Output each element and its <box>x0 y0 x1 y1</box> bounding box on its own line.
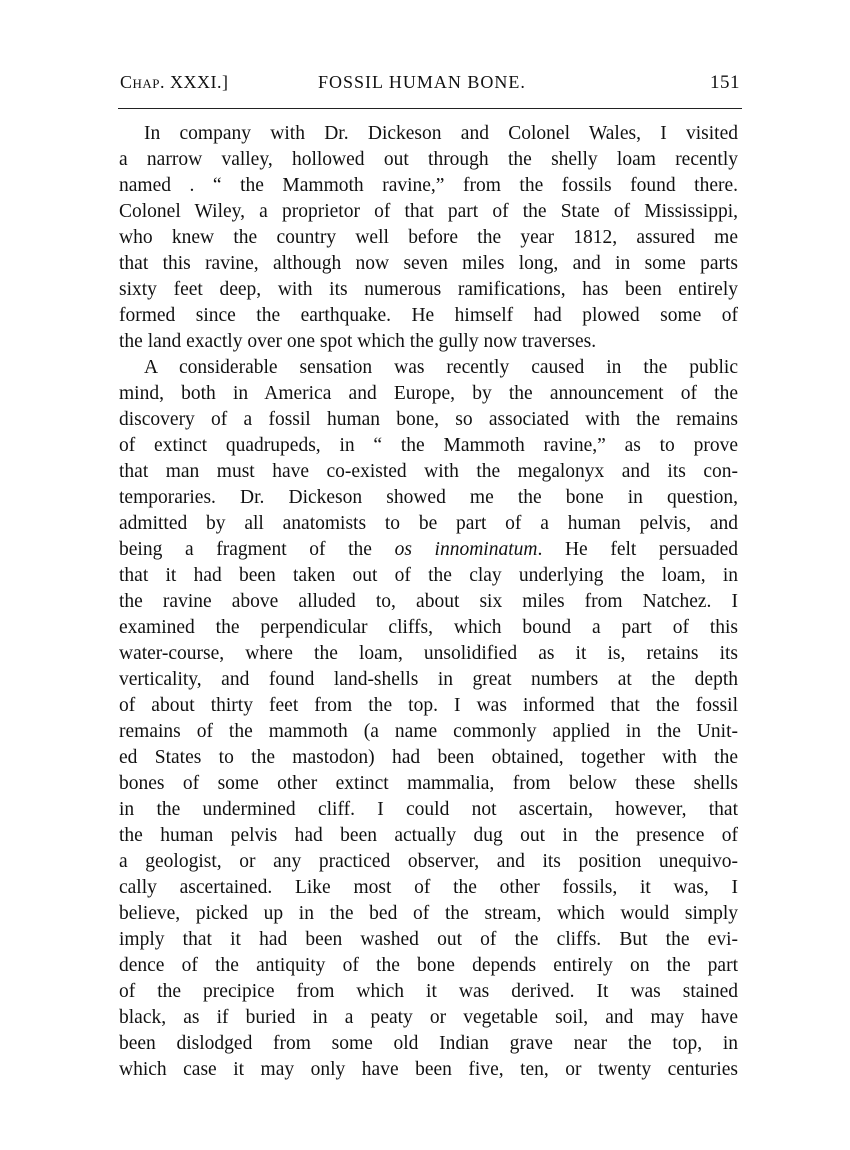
chapter-label: Chap. XXXI.] <box>120 72 229 92</box>
text-line: a narrow valley, hollowed out through the shelly loam recently <box>119 149 738 170</box>
text-line: that it had been taken out of the clay underlying the loam, in <box>119 565 738 586</box>
text-line: believe, picked up in the bed of the stream, which would simply <box>119 903 738 924</box>
text-line: of about thirty feet from the top. I was informed that the fossil <box>119 695 738 716</box>
text-line: In company with Dr. Dickeson and Colonel Wales, I visited <box>144 123 738 144</box>
text-line: discovery of a fossil human bone, so associated with the remains <box>119 409 738 430</box>
body-text <box>119 121 738 1083</box>
text-line: bones of some other extinct mammalia, from below these shells <box>119 773 738 794</box>
text-line: been dislodged from some old Indian grave near the top, in <box>119 1033 738 1054</box>
text-line: admitted by all anatomists to be part of a human pelvis, and <box>119 513 738 534</box>
text-line: named . “ the Mammoth ravine,” from the fossils found there. <box>119 175 738 196</box>
text-line: examined the perpendicular cliffs, which bound a part of this <box>119 617 738 638</box>
text-line: of extinct quadrupeds, in “ the Mammoth ravine,” as to prove <box>119 435 738 456</box>
text-line: cally ascertained. Like most of the other fossils, it was, I <box>119 877 738 898</box>
text-line: of the precipice from which it was derived. It was stained <box>119 981 738 1002</box>
text-line: remains of the mammoth (a name commonly applied in the Unit- <box>119 721 738 742</box>
text-line: ed States to the mastodon) had been obtained, together with the <box>119 747 738 768</box>
text-line: the ravine above alluded to, about six miles from Natchez. I <box>119 591 738 612</box>
running-head <box>120 72 740 98</box>
text-line: A considerable sensation was recently caused in the public <box>144 357 738 378</box>
text-line: dence of the antiquity of the bone depends entirely on the part <box>119 955 738 976</box>
text-line: that this ravine, although now seven miles long, and in some parts <box>119 253 738 274</box>
header-rule <box>118 108 742 109</box>
text-line: the land exactly over one spot which the gully now traverses. <box>119 331 597 352</box>
latin-term: os innominatum <box>394 539 538 560</box>
page-title: FOSSIL HUMAN BONE. <box>318 72 526 92</box>
text-line: that man must have co-existed with the megalonyx and its con- <box>119 461 738 482</box>
text-line: temporaries. Dr. Dickeson showed me the bone in question, <box>119 487 738 508</box>
paragraph-1 <box>119 121 738 355</box>
text-line: in the undermined cliff. I could not ascertain, however, that <box>119 799 738 820</box>
text-line: imply that it had been washed out of the cliffs. But the evi- <box>119 929 738 950</box>
paragraph-2 <box>119 355 738 1083</box>
text-line: sixty feet deep, with its numerous ramifications, has been entirely <box>119 279 738 300</box>
text-line: mind, both in America and Europe, by the announcement of the <box>119 383 738 404</box>
text-line: a geologist, or any practiced observer, and its position unequivo- <box>119 851 738 872</box>
page-number: 151 <box>710 72 740 93</box>
text-line: verticality, and found land-shells in great numbers at the depth <box>119 669 738 690</box>
text-line: being a fragment of the os innominatum. He felt persuaded <box>119 539 738 560</box>
text-line: water-course, where the loam, unsolidified as it is, retains its <box>119 643 738 664</box>
text-line: Colonel Wiley, a proprietor of that part of the State of Mississippi, <box>119 201 738 222</box>
text-line: black, as if buried in a peaty or vegetable soil, and may have <box>119 1007 738 1028</box>
text-line: formed since the earthquake. He himself had plowed some of <box>119 305 738 326</box>
text-line: who knew the country well before the year 1812, assured me <box>119 227 738 248</box>
text-line: which case it may only have been five, ten, or twenty centuries <box>119 1059 738 1080</box>
text-line: the human pelvis had been actually dug out in the presence of <box>119 825 738 846</box>
